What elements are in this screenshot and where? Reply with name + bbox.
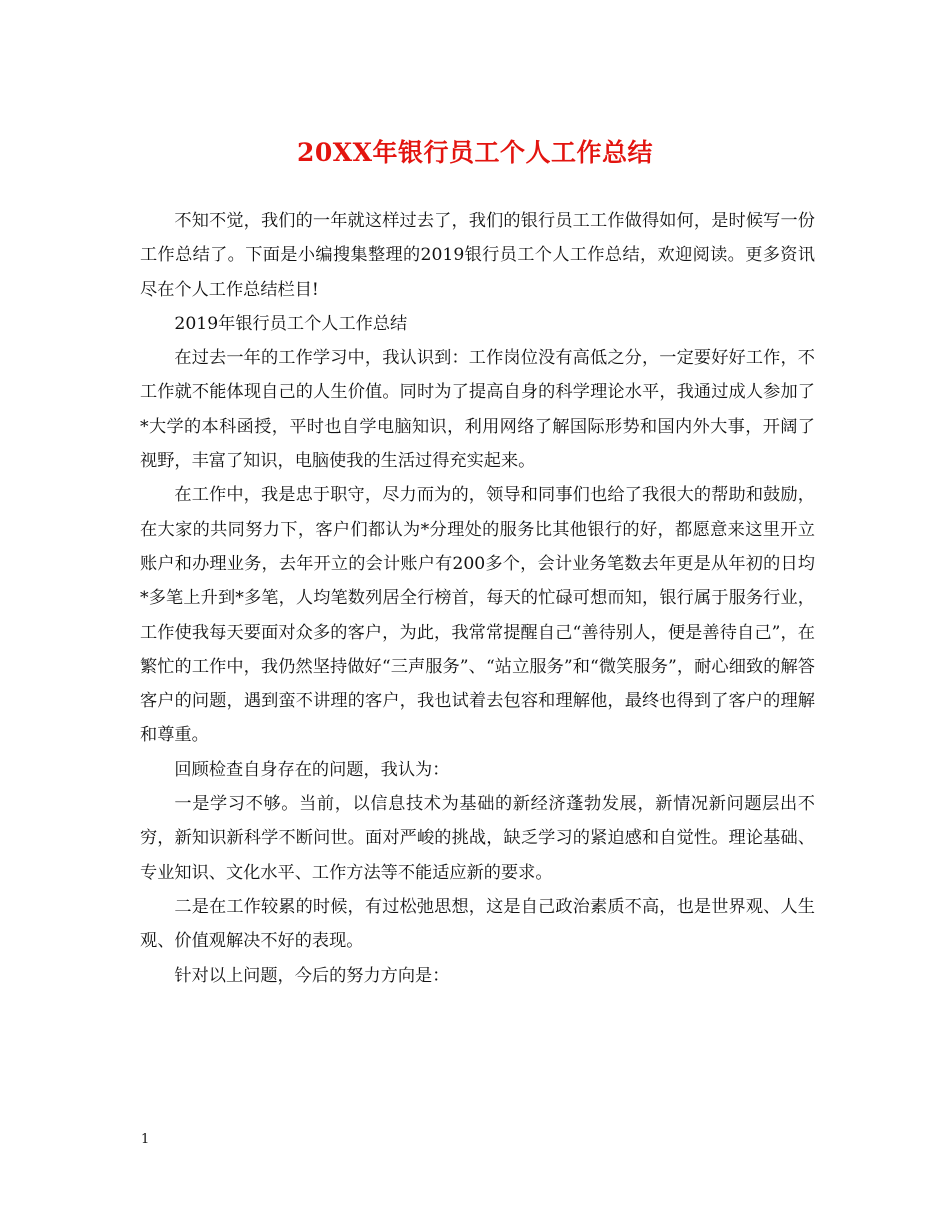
paragraph-direction: 针对以上问题，今后的努力方向是：: [174, 965, 450, 986]
paragraph-problem-one: 一是学习不够。当前，以信息技术为基础的新经济蓬勃发展，新情况新问题层出不穷，新知识新科学不断问世。面对严峻的挑战，缺乏学习的紧迫感和自觉性。理论基础、专业知识、文化水平、工作方法等不能适应新的要求。: [140, 794, 815, 883]
paragraph-intro: 不知不觉，我们的一年就这样过去了，我们的银行员工工作做得如何，是时候写一份工作总结了。下面是小编搜集整理的2019银行员工个人工作总结，欢迎阅读。更多资讯尽在个人工作总结栏目!: [140, 211, 815, 300]
paragraph-review: 回顾检查自身存在的问题，我认为：: [174, 759, 450, 780]
document-title: 20XX年银行员工个人工作总结: [296, 138, 654, 167]
paragraph-work: 在工作中，我是忠于职守，尽力而为的，领导和同事们也给了我很大的帮助和鼓励，在大家的共同努力下，客户们都认为*分理处的服务比其他银行的好，都愿意来这里开立账户和办理业务，去年开立的会计账户有200多个，会计业务笔数去年更是从年初的日均*多笔上升到*多笔，人均笔数列居全行榜首，每天的忙碌可想而知，银行属于服务行业，工作使我每天要面对众多的客户，为此，我常常提醒自己“善待别人，便是善待自己”，在繁忙的工作中，我仍然坚持做好“三声服务”、“站立服务”和“微笑服务”，耐心细致的解答客户的问题，遇到蛮不讲理的客户，我也试着去包容和理解他，最终也得到了客户的理解和尊重。: [140, 485, 815, 746]
document-body: [140, 204, 815, 993]
page-number: 1: [141, 1132, 150, 1147]
paragraph-study: 在过去一年的工作学习中，我认识到：工作岗位没有高低之分，一定要好好工作，不工作就不能体现自己的人生价值。同时为了提高自身的科学理论水平，我通过成人参加了*大学的本科函授，平时也自学电脑知识，利用网络了解国际形势和国内外大事，开阔了视野，丰富了知识，电脑使我的生活过得充实起来。: [140, 348, 815, 472]
paragraph-subtitle: 2019年银行员工个人工作总结: [174, 313, 408, 334]
paragraph-problem-two: 二是在工作较累的时候，有过松弛思想，这是自己政治素质不高，也是世界观、人生观、价值观解决不好的表现。: [140, 896, 815, 952]
